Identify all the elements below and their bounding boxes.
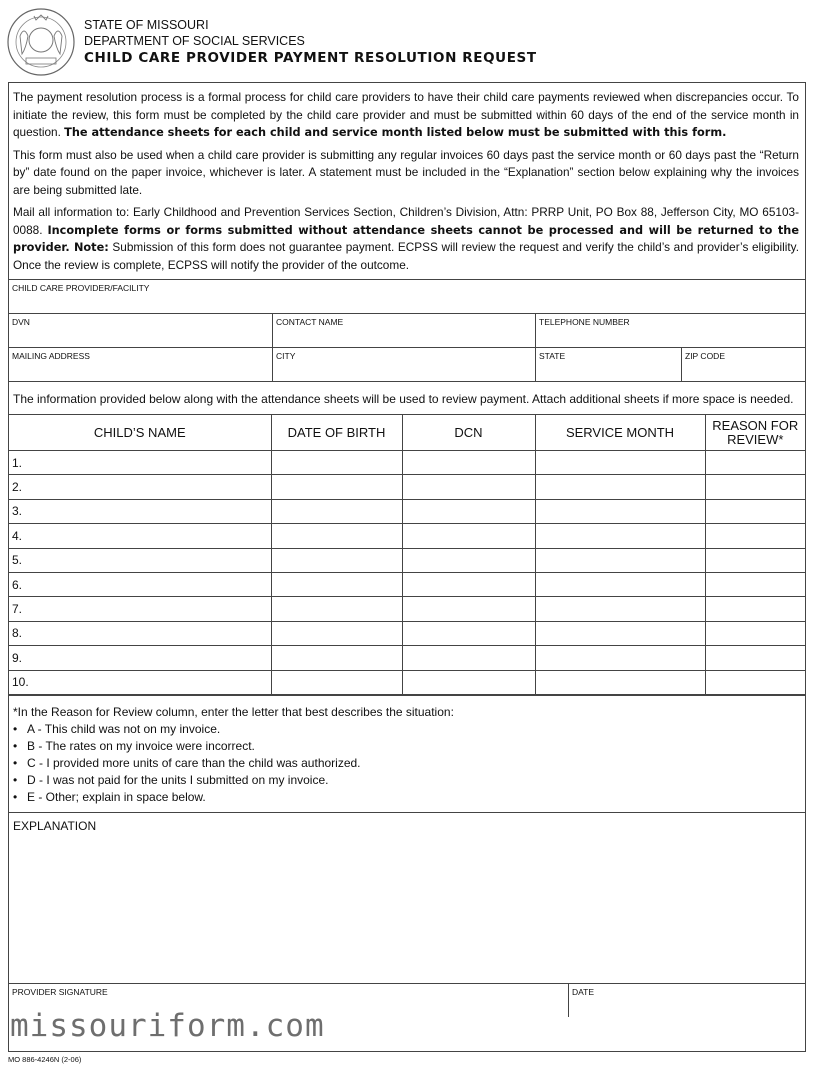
service-month-cell[interactable] <box>535 646 705 670</box>
explanation-field[interactable] <box>9 812 805 983</box>
table-row <box>9 621 805 645</box>
row-number[interactable]: 10. <box>9 670 271 694</box>
reason-code-item: • A - This child was not on my invoice. <box>13 721 801 738</box>
table-row <box>9 475 805 499</box>
service-month-cell[interactable] <box>535 572 705 596</box>
service-month-cell[interactable] <box>535 499 705 523</box>
reason-cell[interactable] <box>705 451 805 475</box>
table-row <box>9 572 805 596</box>
mailing-address-field[interactable]: MAILING ADDRESS <box>9 348 273 381</box>
dob-cell[interactable] <box>271 621 402 645</box>
reason-cell[interactable] <box>705 572 805 596</box>
row-number[interactable]: 2. <box>9 475 271 499</box>
provider-signature-field[interactable]: PROVIDER SIGNATURE <box>9 984 569 1017</box>
table-row <box>9 646 805 670</box>
explanation-label: EXPLANATION <box>13 818 97 833</box>
dob-cell[interactable] <box>271 451 402 475</box>
state-seal-icon <box>6 6 76 78</box>
row-number[interactable]: 4. <box>9 524 271 548</box>
date-field[interactable]: DATE <box>572 986 595 997</box>
dob-cell[interactable] <box>271 499 402 523</box>
department-name: DEPARTMENT OF SOCIAL SERVICES <box>84 34 305 48</box>
dcn-cell[interactable] <box>402 548 535 572</box>
provider-row <box>9 279 805 313</box>
table-header-row <box>9 415 805 451</box>
reason-cell[interactable] <box>705 670 805 694</box>
instructions-paragraph-3: Mail all information to: Early Childhood and Prevention Services Section, Children’s Division, Attn: PRRP Unit, PO Box 88, Jefferson City, MO 65103-0088. Incomplete forms or forms submitted without attendance sheets cannot be processed and will be returned to the provider. Note: Submission of this form does not guarantee payment. ECPSS will review the request and verify the child’s and provider’s eligibility. Once the review is complete, ECPSS will notify the provider of the outcome. <box>13 205 799 272</box>
form-body <box>8 82 806 1052</box>
contact-name-field[interactable]: CONTACT NAME <box>273 314 536 347</box>
reason-codes-list <box>13 721 801 806</box>
reason-code-item: • D - I was not paid for the units I submitted on my invoice. <box>13 772 801 789</box>
column-childs-name: CHILD’S NAME <box>9 415 271 451</box>
reason-cell[interactable] <box>705 524 805 548</box>
children-table <box>9 414 805 695</box>
service-month-cell[interactable] <box>535 670 705 694</box>
reason-code-item: • B - The rates on my invoice were incorrect. <box>13 738 801 755</box>
zip-code-field[interactable]: ZIP CODE <box>685 351 725 361</box>
contact-row <box>9 313 805 347</box>
column-service-month: SERVICE MONTH <box>535 415 705 451</box>
dcn-cell[interactable] <box>402 670 535 694</box>
table-row <box>9 670 805 694</box>
dob-cell[interactable] <box>271 548 402 572</box>
table-row <box>9 524 805 548</box>
city-field[interactable]: CITY <box>273 348 536 381</box>
column-dcn: DCN <box>402 415 535 451</box>
service-month-cell[interactable] <box>535 524 705 548</box>
row-number[interactable]: 5. <box>9 548 271 572</box>
reason-codes <box>9 695 805 812</box>
table-row <box>9 451 805 475</box>
row-number[interactable]: 9. <box>9 646 271 670</box>
dob-cell[interactable] <box>271 646 402 670</box>
dcn-cell[interactable] <box>402 646 535 670</box>
row-number[interactable]: 1. <box>9 451 271 475</box>
instructions-paragraph-1: The payment resolution process is a formal process for child care providers to have their child care payments reviewed when discrepancies occur. To initiate the review, this form must be completed by the child care provider and must be submitted within 60 days of the end of the service month in question. The attendance sheets for each child and service month listed below must be submitted with this form. <box>13 90 799 139</box>
dcn-cell[interactable] <box>402 597 535 621</box>
table-row <box>9 499 805 523</box>
service-month-cell[interactable] <box>535 451 705 475</box>
column-date-of-birth: DATE OF BIRTH <box>271 415 402 451</box>
table-row <box>9 597 805 621</box>
dcn-cell[interactable] <box>402 572 535 596</box>
dcn-cell[interactable] <box>402 475 535 499</box>
form-title: CHILD CARE PROVIDER PAYMENT RESOLUTION REQUEST <box>84 50 537 66</box>
instructions <box>9 83 805 274</box>
reason-code-item: • C - I provided more units of care than the child was authorized. <box>13 755 801 772</box>
dcn-cell[interactable] <box>402 524 535 548</box>
state-name: STATE OF MISSOURI <box>84 18 209 32</box>
dcn-cell[interactable] <box>402 499 535 523</box>
reason-code-item: • E - Other; explain in space below. <box>13 789 801 806</box>
column-reason-for-review: REASON FOR REVIEW* <box>705 415 805 451</box>
table-row <box>9 548 805 572</box>
row-number[interactable]: 7. <box>9 597 271 621</box>
dob-cell[interactable] <box>271 670 402 694</box>
dob-cell[interactable] <box>271 572 402 596</box>
watermark: missouriform.com <box>10 1008 325 1044</box>
reason-cell[interactable] <box>705 548 805 572</box>
service-month-cell[interactable] <box>535 475 705 499</box>
service-month-cell[interactable] <box>535 621 705 645</box>
service-month-cell[interactable] <box>535 548 705 572</box>
provider-field[interactable]: CHILD CARE PROVIDER/FACILITY <box>12 283 150 293</box>
dob-cell[interactable] <box>271 475 402 499</box>
reason-cell[interactable] <box>705 621 805 645</box>
row-number[interactable]: 3. <box>9 499 271 523</box>
address-row <box>9 347 805 381</box>
reason-codes-intro: *In the Reason for Review column, enter the letter that best describes the situation: <box>13 704 454 719</box>
form-header <box>84 17 537 66</box>
reason-cell[interactable] <box>705 597 805 621</box>
dob-cell[interactable] <box>271 597 402 621</box>
reason-cell[interactable] <box>705 646 805 670</box>
instructions-paragraph-2: This form must also be used when a child care provider is submitting any regular invoices 60 days past the service month or 60 days past the “Return by” date found on the paper invoice, whichever is later. A statement must be included in the “Explanation” section below explaining why the invoices are being submitted late. <box>13 147 799 197</box>
dob-cell[interactable] <box>271 524 402 548</box>
form-number: MO 886-4246N (2-06) <box>8 1055 82 1064</box>
table-instructions: The information provided below along with the attendance sheets will be used to review payment. Attach additional sheets if more space is needed. <box>9 381 805 414</box>
row-number[interactable]: 6. <box>9 572 271 596</box>
dcn-cell[interactable] <box>402 451 535 475</box>
telephone-field[interactable]: TELEPHONE NUMBER <box>539 317 630 327</box>
reason-cell[interactable] <box>705 499 805 523</box>
row-number[interactable]: 8. <box>9 621 271 645</box>
dvn-field[interactable]: DVN <box>9 314 273 347</box>
service-month-cell[interactable] <box>535 597 705 621</box>
dcn-cell[interactable] <box>402 621 535 645</box>
state-field[interactable]: STATE <box>536 348 682 381</box>
reason-cell[interactable] <box>705 475 805 499</box>
